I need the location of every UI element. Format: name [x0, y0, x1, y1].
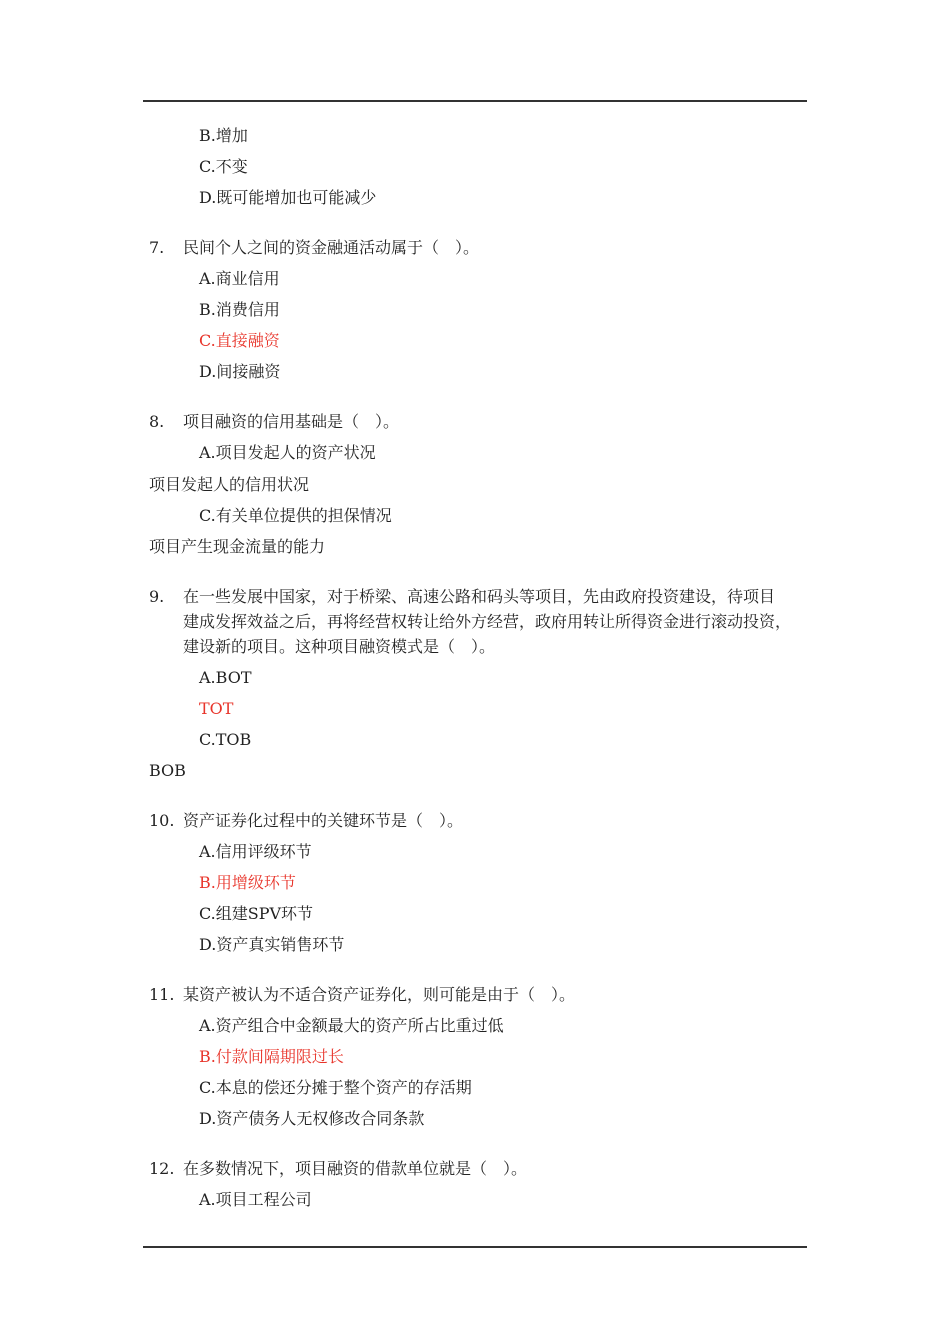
option-7b: B.消费信用: [199, 300, 280, 319]
option-6c: C.不变: [199, 157, 248, 176]
option-6d: D.既可能增加也可能减少: [199, 188, 377, 207]
question-10-number: 10.: [149, 811, 175, 830]
option-9a: A.BOT: [199, 668, 252, 687]
option-7d: D.间接融资: [199, 362, 281, 381]
question-8-number: 8.: [149, 412, 165, 431]
option-10c: C.组建SPV环节: [199, 904, 314, 923]
question-11-number: 11.: [149, 985, 175, 1004]
question-11-text: 某资产被认为不适合资产证券化，则可能是由于（ ）。: [183, 985, 576, 1004]
option-10b-answer: B.用增级环节: [199, 873, 296, 892]
question-9-text-line3: 建设新的项目。这种项目融资模式是（ ）。: [183, 637, 496, 656]
option-11a: A.资产组合中金额最大的资产所占比重过低: [199, 1016, 504, 1035]
question-8-text: 项目融资的信用基础是（ ）。: [183, 412, 400, 431]
option-11b-answer: B.付款间隔期限过长: [199, 1047, 344, 1066]
header-rule: [143, 100, 807, 102]
question-9-text-line1: 在一些发展中国家，对于桥梁、高速公路和码头等项目，先由政府投资建设，待项目: [183, 587, 776, 606]
option-6b: B.增加: [199, 126, 248, 145]
question-10-text: 资产证券化过程中的关键环节是（ ）。: [183, 811, 464, 830]
option-12a: A.项目工程公司: [199, 1190, 312, 1209]
question-12-text: 在多数情况下，项目融资的借款单位就是（ ）。: [183, 1159, 528, 1178]
question-7-text: 民间个人之间的资金融通活动属于（ ）。: [183, 238, 480, 257]
question-7-number: 7.: [149, 238, 165, 257]
option-9c: C.TOB: [199, 730, 252, 749]
option-7c-answer: C.直接融资: [199, 331, 280, 350]
option-8a: A.项目发起人的资产状况: [199, 443, 376, 462]
option-11d: D.资产债务人无权修改合同条款: [199, 1109, 425, 1128]
footer-rule: [143, 1246, 807, 1248]
option-8d: 项目产生现金流量的能力: [149, 537, 326, 556]
question-9-text-line2: 建成发挥效益之后，再将经营权转让给外方经营，政府用转让所得资金进行滚动投资，: [183, 612, 792, 631]
option-9b-answer: TOT: [199, 699, 234, 718]
option-8c: C.有关单位提供的担保情况: [199, 506, 392, 525]
option-10d: D.资产真实销售环节: [199, 935, 345, 954]
question-9-number: 9.: [149, 587, 165, 606]
option-8b: 项目发起人的信用状况: [149, 475, 310, 494]
question-12-number: 12.: [149, 1159, 175, 1178]
option-10a: A.信用评级环节: [199, 842, 312, 861]
option-7a: A.商业信用: [199, 269, 280, 288]
option-9d: BOB: [149, 761, 186, 780]
option-11c: C.本息的偿还分摊于整个资产的存活期: [199, 1078, 472, 1097]
